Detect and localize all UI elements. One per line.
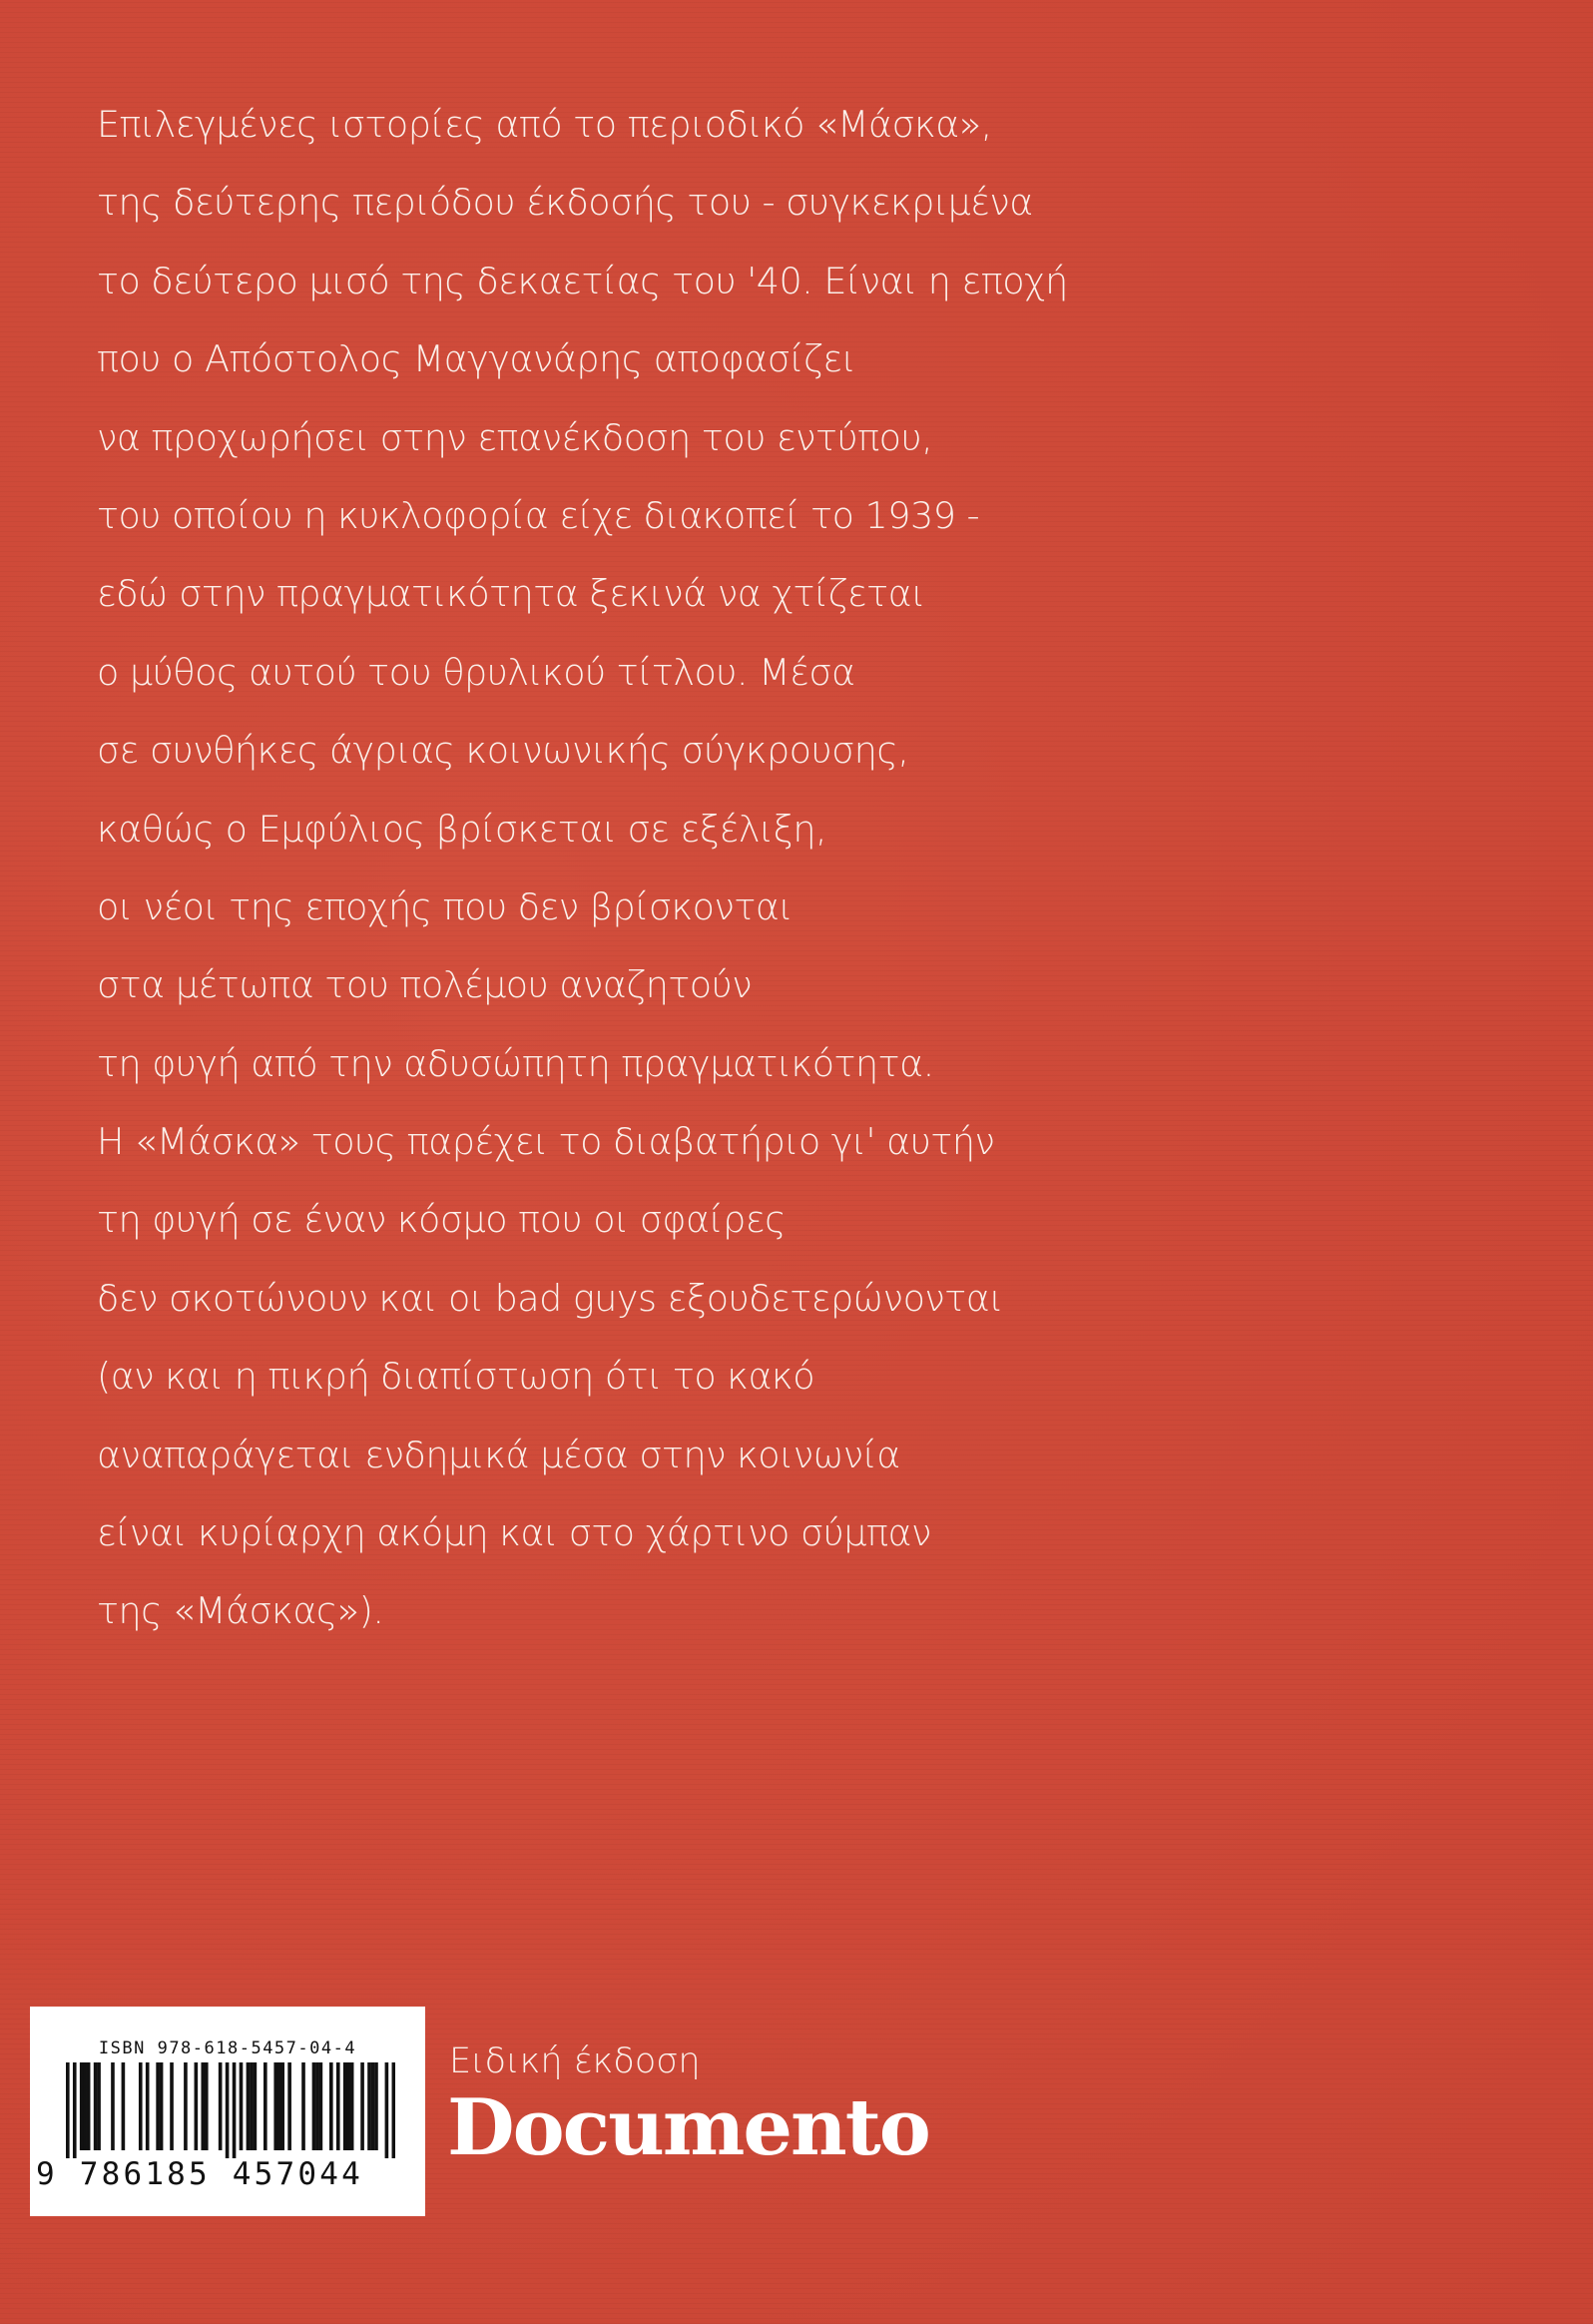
barcode-bar — [247, 2062, 251, 2150]
barcode-bar — [240, 2062, 244, 2150]
barcode-bar — [226, 2062, 230, 2158]
barcode-bar — [277, 2062, 281, 2150]
barcode-bar — [367, 2062, 371, 2150]
barcode-bar — [201, 2062, 205, 2150]
barcode-bar — [280, 2062, 284, 2150]
barcode-label — [30, 2007, 425, 2216]
barcode-bar — [170, 2062, 174, 2150]
blurb-line: να προχωρήσει στην επανέκδοση του εντύπου, — [97, 415, 933, 459]
blurb-line: δεν σκοτώνουν και οι bad guys εξουδετερώνονται — [97, 1276, 1003, 1320]
blurb-line: το δεύτερο μισό της δεκαετίας του '40. Είναι η εποχή — [97, 259, 1068, 302]
barcode-bar — [83, 2062, 87, 2150]
barcode-bar — [254, 2062, 258, 2150]
barcode-bar — [273, 2062, 277, 2150]
barcode-bar — [371, 2062, 375, 2150]
blurb-line: στα μέτωπα του πολέμου αναζητούν — [97, 963, 753, 1007]
barcode-bar — [374, 2062, 378, 2150]
barcode-bar — [392, 2062, 395, 2158]
blurb-line: του οποίου η κυκλοφορία είχε διακοπεί το 1939 - — [97, 493, 980, 537]
barcode-bar — [160, 2062, 164, 2150]
barcode-bar — [111, 2062, 115, 2150]
barcode-bar — [315, 2062, 319, 2150]
barcode-bar — [146, 2062, 150, 2150]
barcode-bar — [80, 2062, 84, 2150]
barcode-bar — [312, 2062, 316, 2150]
blurb-line: Επιλεγμένες ιστορίες από το περιοδικό «Μάσκα», — [97, 103, 992, 146]
edition-label: Ειδική έκδοση — [449, 2041, 701, 2081]
barcode-bar — [184, 2062, 188, 2150]
blurb-line: της δεύτερης περιόδου έκδοσής του - συγκεκριμένα — [97, 181, 1033, 225]
barcode-bar — [205, 2062, 209, 2150]
barcode-bar — [301, 2062, 305, 2150]
blurb-line: αναπαράγεται ενδημικά μέσα στην κοινωνία — [97, 1433, 900, 1476]
barcode-bar — [346, 2062, 350, 2150]
barcode-bar — [94, 2062, 98, 2150]
blurb-line: τη φυγή σε έναν κόσμο που οι σφαίρες — [97, 1198, 786, 1242]
barcode-bar — [219, 2062, 223, 2150]
barcode-bar — [360, 2062, 364, 2150]
barcode-bar — [329, 2062, 333, 2150]
barcode-bar — [73, 2062, 77, 2158]
barcode-bar — [385, 2062, 389, 2158]
barcode-bar — [122, 2062, 126, 2150]
publisher-logo: Documento — [447, 2082, 929, 2173]
barcode-bar — [250, 2062, 254, 2150]
blurb-line: είναι κυρίαρχη ακόμη και στο χάρτινο σύμπαν — [97, 1511, 931, 1555]
blurb-line: που ο Απόστολος Μαγγανάρης αποφασίζει — [97, 337, 856, 381]
blurb-line: εδώ στην πραγματικότητα ξεκινά να χτίζεται — [97, 572, 925, 616]
barcode-bar — [343, 2062, 347, 2150]
barcode-bar — [319, 2062, 323, 2150]
blurb-line: (αν και η πικρή διαπίστωση ότι το κακό — [97, 1355, 815, 1399]
blurb-line: ο μύθος αυτού του θρυλικού τίτλου. Μέσα — [97, 650, 855, 694]
barcode-bar — [97, 2062, 101, 2150]
blurb-line: Η «Μάσκα» τους παρέχει το διαβατήριο γι' αυτήν — [97, 1120, 995, 1164]
blurb-line: τη φυγή από την αδυσώπητη πραγματικότητα. — [97, 1041, 934, 1085]
blurb-line: σε συνθήκες άγριας κοινωνικής σύγκρουσης, — [97, 729, 909, 773]
blurb-line: οι νέοι της εποχής που δεν βρίσκονται — [97, 884, 794, 928]
barcode-bar — [264, 2062, 267, 2150]
blurb-line: της «Μάσκας»). — [97, 1589, 384, 1633]
barcode-bar — [233, 2062, 237, 2158]
barcode-bar — [156, 2062, 160, 2150]
barcode-bar — [139, 2062, 143, 2150]
barcode-bar — [350, 2062, 354, 2150]
blurb-text — [97, 86, 1514, 1651]
barcode-icon — [66, 2062, 395, 2158]
barcode-number: 9 786185 457044 — [36, 2156, 363, 2192]
barcode-bar — [87, 2062, 91, 2150]
barcode-bar — [287, 2062, 291, 2150]
barcode-bar — [336, 2062, 340, 2150]
blurb-line: καθώς ο Εμφύλιος βρίσκεται σε εξέλιξη, — [97, 807, 827, 851]
barcode-bar — [195, 2062, 199, 2150]
barcode-bar — [66, 2062, 70, 2158]
isbn-text: ISBN 978-618-5457-04-4 — [98, 2038, 357, 2058]
